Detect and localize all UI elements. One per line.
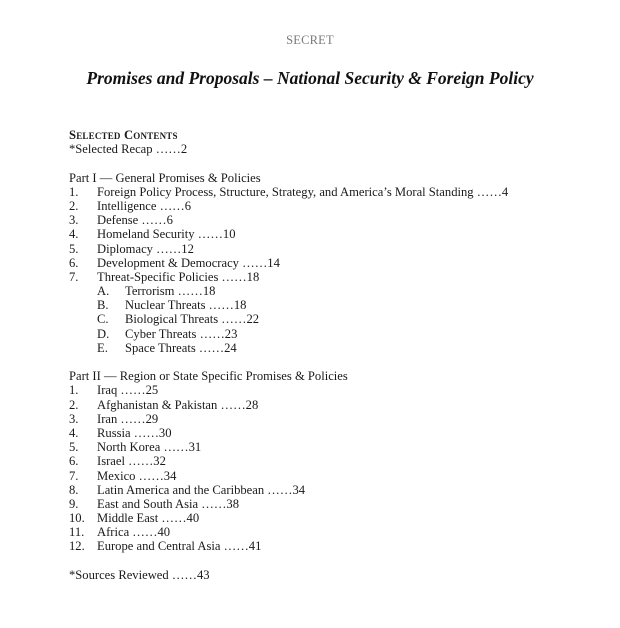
entry-text: East and South Asia ……38 — [97, 496, 240, 511]
toc-entry — [69, 511, 589, 525]
subentry-letter: D. — [97, 326, 110, 341]
entry-text: Threat-Specific Policies ……18 — [97, 269, 260, 284]
toc-entry — [69, 426, 589, 440]
entry-text: Diplomacy ……12 — [97, 241, 194, 256]
entry-text: Europe and Central Asia ……41 — [97, 539, 262, 554]
part1-list — [69, 185, 589, 355]
toc-subentry — [69, 298, 589, 312]
toc-entry — [69, 454, 589, 468]
toc-entry — [69, 525, 589, 539]
entry-number: 7. — [69, 269, 79, 284]
entry-text: Russia ……30 — [97, 425, 172, 440]
entry-text: Middle East ……40 — [97, 511, 200, 526]
entry-number: 1. — [69, 184, 79, 199]
toc-entry — [69, 383, 589, 397]
entry-text: Intelligence ……6 — [97, 198, 192, 213]
toc-entry — [69, 242, 589, 256]
toc-entry — [69, 440, 589, 454]
subentry-text: Cyber Threats ……23 — [125, 326, 238, 341]
subentry-letter: E. — [97, 340, 108, 355]
entry-number: 4. — [69, 227, 79, 242]
entry-number: 10. — [69, 511, 85, 526]
spacer — [69, 156, 589, 170]
toc-subentry — [69, 284, 589, 298]
entry-text: North Korea ……31 — [97, 440, 202, 455]
toc-entry — [69, 270, 589, 284]
part1-title: Part I — General Promises & Policies — [69, 170, 261, 185]
entry-number: 5. — [69, 440, 79, 455]
subentry-letter: B. — [97, 298, 109, 313]
entry-number: 3. — [69, 213, 79, 228]
entry-number: 2. — [69, 198, 79, 213]
entry-number: 5. — [69, 241, 79, 256]
toc-entry-sources-reviewed: *Sources Reviewed ……43 — [69, 567, 210, 582]
entry-text: Afghanistan & Pakistan ……28 — [97, 397, 259, 412]
entry-text: Africa ……40 — [97, 525, 171, 540]
entry-text: Latin America and the Caribbean ……34 — [97, 482, 306, 497]
part2-title: Part II — Region or State Specific Promises & Policies — [69, 369, 348, 384]
entry-number: 1. — [69, 383, 79, 398]
toc-entry-selected-recap: *Selected Recap ……2 — [69, 142, 188, 157]
toc-entry — [69, 539, 589, 553]
toc-entry — [69, 227, 589, 241]
document-title: Promises and Proposals – National Security & Foreign Policy — [86, 68, 534, 88]
toc-subentry — [69, 312, 589, 326]
toc-entry — [69, 412, 589, 426]
entry-number: 2. — [69, 397, 79, 412]
subentry-text: Space Threats ……24 — [125, 340, 237, 355]
subentry-letter: C. — [97, 312, 109, 327]
entry-text: Israel ……32 — [97, 454, 166, 469]
entry-number: 6. — [69, 255, 79, 270]
toc-heading: Selected Contents — [69, 128, 178, 142]
classification-marking: SECRET — [286, 33, 334, 47]
entry-text: Iraq ……25 — [97, 383, 159, 398]
entry-text: Mexico ……34 — [97, 468, 177, 483]
toc-entry — [69, 213, 589, 227]
toc-subentry — [69, 341, 589, 355]
entry-number: 11. — [69, 525, 85, 540]
subentry-letter: A. — [97, 284, 110, 299]
entry-text: Iran ……29 — [97, 411, 159, 426]
entry-text: Homeland Security ……10 — [97, 227, 236, 242]
subentry-text: Nuclear Threats ……18 — [125, 298, 247, 313]
toc-entry — [69, 185, 589, 199]
entry-number: 7. — [69, 468, 79, 483]
toc-entry — [69, 256, 589, 270]
spacer — [69, 554, 589, 568]
toc-entry — [69, 483, 589, 497]
toc-entry — [69, 469, 589, 483]
toc-entry — [69, 398, 589, 412]
entry-number: 4. — [69, 425, 79, 440]
entry-number: 9. — [69, 496, 79, 511]
toc-entry — [69, 497, 589, 511]
entry-number: 8. — [69, 482, 79, 497]
spacer — [69, 355, 589, 369]
entry-text: Defense ……6 — [97, 213, 173, 228]
entry-number: 3. — [69, 411, 79, 426]
entry-text: Development & Democracy ……14 — [97, 255, 280, 270]
part2-list — [69, 383, 589, 553]
subentry-text: Biological Threats ……22 — [125, 312, 260, 327]
toc-entry — [69, 199, 589, 213]
toc-subentry — [69, 327, 589, 341]
entry-text: Foreign Policy Process, Structure, Strategy, and America’s Moral Standing ……4 — [97, 184, 509, 199]
subentry-text: Terrorism ……18 — [125, 284, 216, 299]
entry-number: 12. — [69, 539, 85, 554]
entry-number: 6. — [69, 454, 79, 469]
table-of-contents — [69, 128, 589, 582]
